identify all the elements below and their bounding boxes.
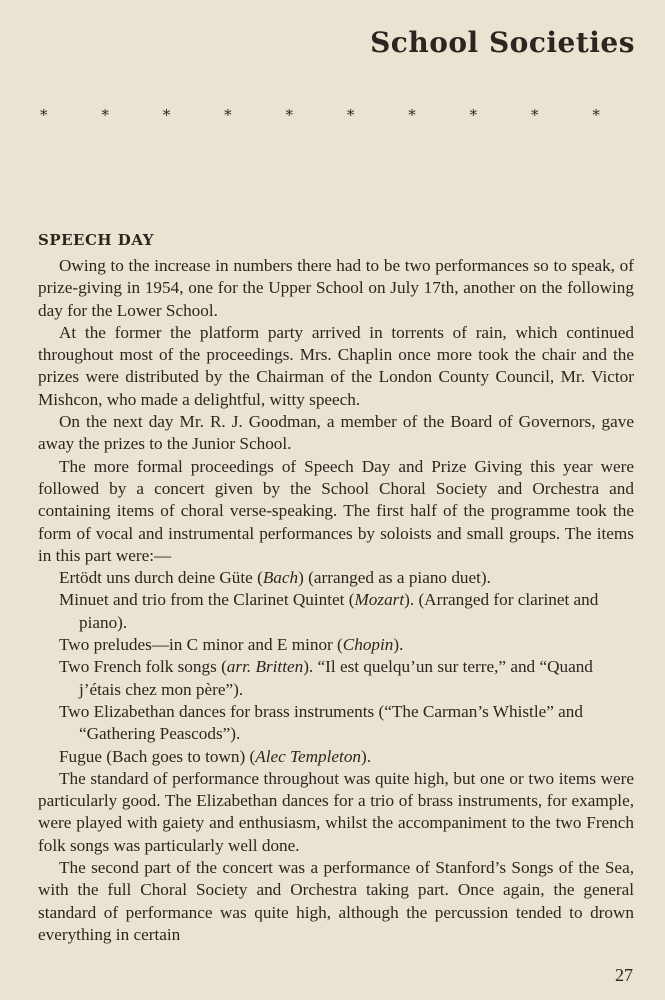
paragraph: At the former the platform party arrived in torrents of rain, which continued throughout most of the proceedings. Mrs. Chaplin once more took the chair and the prizes were distributed by the Chairman of the London County Council, Mr. Victor Mishcon, who made a delightful, witty speech. [38,322,634,409]
programme-item: Two preludes—in C minor and E minor (Chopin). [59,635,404,655]
separator-star: * [531,106,539,124]
composer-name: arr. Britten [226,657,304,677]
separator-star: * [285,106,293,124]
paragraph: The more formal proceedings of Speech Day and Prize Giving this year were followed by a concert given by the School Choral Society and Orchestra and containing items of choral verse-speaking. The first half of the programme took the form of vocal and instrumental performances by soloists and small groups. The items in this part were:— [38,456,634,565]
separator-star: * [592,106,600,124]
separator-star: * [346,106,355,124]
composer-name: Bach [262,568,299,588]
separator-star: * [224,106,232,124]
programme-item: Two French folk songs (arr. Britten). “Il est quelqu’un sur terre,” and “Quand j’étais chez mon père”). [59,657,593,699]
separator-star: * [40,106,48,124]
page-title: School Societies [370,26,635,59]
paragraph: On the next day Mr. R. J. Goodman, a member of the Board of Governors, gave away the prizes to the Junior School. [38,412,634,454]
paragraph: The second part of the concert was a performance of Stanford’s Songs of the Sea, with the full Choral Society and Orchestra taking part. Once again, the general standard of performance was quite high, although the percussion tended to drown everything in certain [38,858,634,944]
programme-item: Fugue (Bach goes to town) (Alec Templeton). [59,746,372,766]
page-number: 27 [615,965,633,985]
separator-star: * [162,106,171,124]
article-body [38,255,634,946]
separator-star: * [469,106,478,124]
programme-item: Minuet and trio from the Clarinet Quintet (Mozart). (Arranged for clarinet and piano). [59,590,599,632]
composer-name: Alec Templeton [255,746,362,766]
programme-item: Ertödt uns durch deine Güte (Bach) (arranged as a piano duet). [59,568,491,588]
separator-star: * [101,106,109,124]
section-heading: SPEECH DAY [38,231,154,249]
paragraph: Owing to the increase in numbers there had to be two performances so to speak, of prize-giving in 1954, one for the Upper School on July 17th, another on the following day for the Lower School. [38,256,634,320]
paragraph: The standard of performance throughout was quite high, but one or two items were particularly good. The Elizabethan dances for a trio of brass instruments, for example, were played with gaiety and enthusiasm, whilst the accompaniment to the two French folk songs was particularly well done. [38,768,634,855]
concert-programme-list [38,567,634,768]
programme-item: Two Elizabethan dances for brass instruments (“The Carman’s Whistle” and “Gathering Peascods”). [59,701,583,744]
separator-star: * [408,106,416,124]
composer-name: Chopin [342,635,394,655]
star-separator [40,106,600,124]
composer-name: Mozart [354,590,405,610]
